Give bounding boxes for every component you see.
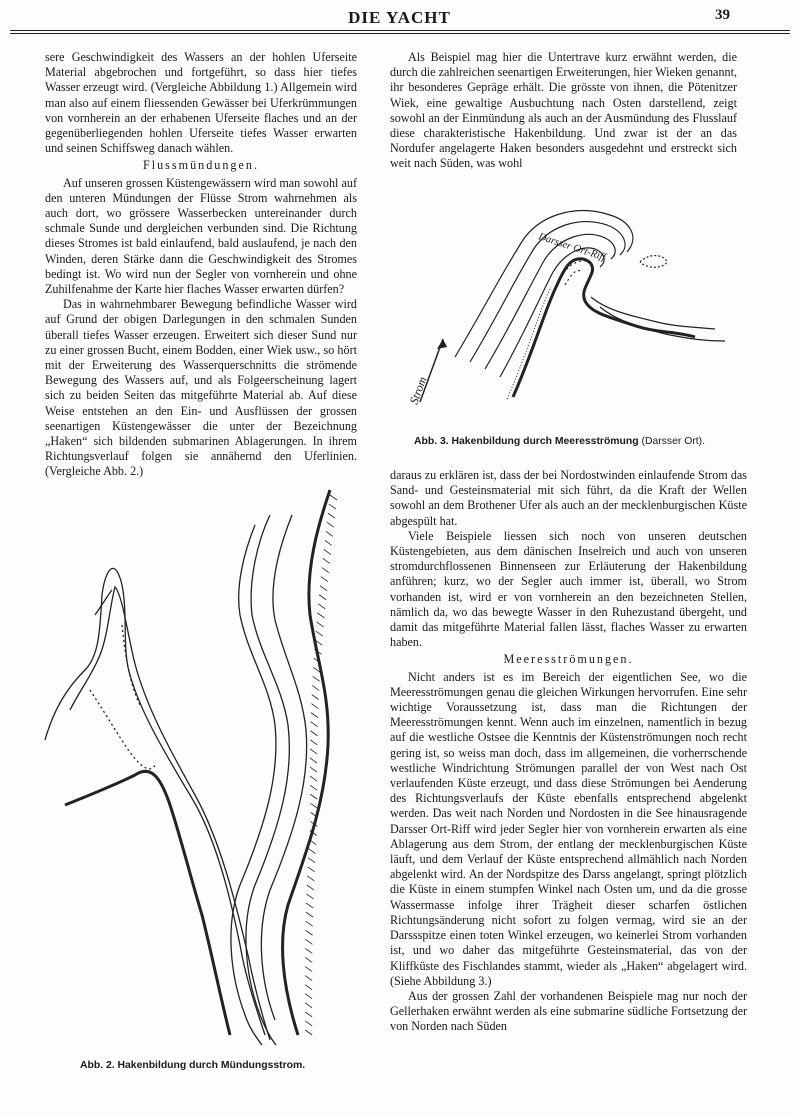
coast-hatch-mark	[305, 985, 312, 990]
coast-hatch-mark	[312, 685, 319, 690]
journal-title: DIE YACHT	[348, 8, 451, 27]
figure-3-drawing	[395, 197, 735, 427]
coast-hatch-mark	[306, 894, 313, 899]
coast-hatch-mark	[305, 994, 312, 999]
coast-hatch-mark	[327, 522, 334, 527]
right-column-bottom	[390, 468, 747, 1035]
coast-hatch-mark	[305, 1003, 312, 1008]
coast-hatch-mark	[305, 1012, 312, 1017]
figure-2-caption: Abb. 2. Hakenbildung durch Mündungsstrom.	[80, 1060, 306, 1071]
paragraph: Auf unseren grossen Küstengewässern wird man sowohl auf den unteren Mündungen der Flüsse Strom wahrnehmen als auch dort, wo grössere Wasserbecken untereinander durch schmale Sunde und dergleichen verbunden sind. Die Richtung dieses Stromes ist bald einlaufend, bald auslaufend, je nach den Winden, deren Stärke dann die Geschwindigkeit des Stromes bedingt ist. Wo wird nun der Segler von vornherein und ohne Zuhilfenahme der Karte hier flaches Wasser erwarten dürfen?	[45, 175, 357, 297]
paragraph: Aus der grossen Zahl der vorhandenen Beispiele mag nur noch der Gellerhaken erwähnt werden als eine submarine südliche Fortsetzung der von Norden nach Süden	[390, 988, 747, 1034]
figure-3-caption-rest: (Darsser Ort).	[638, 436, 705, 447]
coast-hatch-mark	[305, 1030, 312, 1035]
coast-hatch-mark	[321, 577, 328, 582]
paragraph: Nicht anders ist es im Bereich der eigentlichen See, wo die Meeresströmungen genau die gleichen Wirkungen hervorrufen. Eine sehr wichtige Voraussetzung ist, dass man die Richtungen der Meeresströmungen kennt. Wenn auch im einzelnen, namentlich in bezug auf die westliche Ostsee die Kenntnis der Küstenströmungen noch recht gering ist, so weiss man doch, dass im allgemeinen, die vorherrschende westliche Windrichtung Strömungen parallel der von West nach Ost verlaufenden Küste erzeugt, und dass diese Strömungen bei Aenderung des Richtungsverlaufs der Küste ebenfalls entsprechend abgelenkt werden. Das weit nach Norden und Nordosten in die See hinausragende Darsser Ort-Riff wird jeder Segler hier von vornherein erwarten als eine Ablagerung aus dem Strom, der entlang der mecklenburgischen Küste läuft, und dem Verlauf der Küste entsprechend allmählich nach Norden abgelenkt wird. An der Nordspitze des Darss angelangt, springt plötzlich die Küste in einem stumpfen Winkel nach Osten um, und da die grosse Wassermasse infolge ihrer Trägheit dieser scharfen östlichen Richtungsänderung nicht sofort zu folgen vermag, wird sie an der Darssspitze einen toten Winkel erzeugen, wo keinerlei Strom vorhanden ist, und wo daher das mitgeführte Gesteinsmaterial, das von der Kliffküste des Fischlandes stammt, wieder als „Haken“ abgelagert wird. (Siehe Abbildung 3.)	[390, 669, 747, 988]
coast-hatch-mark	[309, 849, 316, 854]
coast-hatch-mark	[310, 731, 317, 736]
coast-hatch-mark	[306, 903, 313, 908]
paragraph: Das in wahrnehmbarer Bewegung befindliche Wasser wird auf Grund der obigen Darlegungen in den schmalen Sunden überall tiefes Wasser erzeugen. Erweitert sich dieser Sund nur zu einer grossen Bucht, einem Bodden, einer Wiek usw., so hört mit der Erweiterung des Wasserquerschnitts die strömende Bewegung des Wassers auf, und als Folgeerscheinung lagert sich zu beiden Seiten das mitgeführte Material ab. Auf diese Weise entstehen an den Ein- und Ausflüssen der grossen seenartigen Küstengewässer die unter der Bezeichnung „Haken“ sich bildenden submarinen Ablagerungen. In ihrem Richtungsverlauf folgen sie annähernd den Uferlinien. (Vergleiche Abb. 2.)	[45, 297, 357, 479]
coast-hatch-mark	[307, 876, 314, 881]
paragraph: daraus zu erklären ist, dass der bei Nordostwinden einlaufende Strom das Sand- und Gesteinsmaterial mit sich führt, da die Kraft der Wellen sowohl an dem Brothener Ufer als auch an der mecklenburgischen Küste abgespült hat.	[390, 468, 747, 528]
coast-hatch-mark	[310, 803, 317, 808]
figure-2	[30, 475, 360, 1045]
coast-hatch-mark	[306, 921, 313, 926]
figure-3-caption-bold: Abb. 3. Hakenbildung durch Meeresströmung	[414, 436, 639, 447]
coast-hatch-mark	[311, 722, 318, 727]
left-column	[45, 50, 357, 480]
riff-label: Darsser Ort-Riff	[537, 231, 607, 264]
coast-hatch-mark	[305, 976, 312, 981]
right-column-top	[390, 50, 737, 172]
coast-hatch-mark	[308, 867, 315, 872]
header-rule	[10, 30, 790, 34]
paragraph: Viele Beispiele liessen sich noch von unseren deutschen Küstengebieten, aus dem dänischen Inselreich und auch von unseren stromdurchflossenen Binnenseen zur Erläuterung der Hakenbildung anführen; kurz, wo der Segler auch immer ist, überall, wo Strom vorhanden ist, wird er von vornherein an den bezeichneten Stellen, nämlich da, wo das bewegte Wasser in den Ruhezustand übergeht, und damit das mitgeführte Material fallen lässt, flaches Wasser zu erwarten haben.	[390, 528, 747, 650]
coast-hatch-mark	[325, 540, 332, 545]
coast-hatch-mark	[329, 504, 336, 509]
coast-hatch-mark	[310, 785, 317, 790]
coast-hatch-mark	[310, 740, 317, 745]
paragraph: sere Geschwindigkeit des Wassers an der hohlen Uferseite Material abgebrochen und fortgeführt, so dass hier tiefes Wasser erzeugt wird. (Vergleiche Abbildung 1.) Allgemein wird man also auf einem fliessenden Gewässer bei Uferkrümmungen von vornherein an der erhabenen Uferseite flaches und an der gegenüberliegenden hohlen Uferseite tiefes Wasser erwarten und seinen Schiffsweg danach wählen.	[45, 50, 357, 156]
coast-hatch-mark	[324, 549, 331, 554]
section-heading: Flussmündungen.	[142, 158, 259, 173]
coast-hatch-mark	[306, 912, 313, 917]
coast-hatch-mark	[323, 558, 330, 563]
coast-hatch-mark	[317, 613, 324, 618]
figure-3	[395, 197, 735, 427]
coast-hatch-mark	[305, 957, 312, 962]
strom-label: Strom	[406, 374, 430, 407]
coast-hatch-mark	[310, 749, 317, 754]
coast-hatch-mark	[310, 758, 317, 763]
coast-hatch-mark	[320, 586, 327, 591]
coast-hatch-mark	[310, 767, 317, 772]
coast-hatch-mark	[311, 704, 318, 709]
coast-hatch-mark	[328, 513, 335, 518]
figure-3-caption	[414, 436, 744, 447]
coast-hatch-mark	[306, 930, 313, 935]
coast-hatch-mark	[318, 604, 325, 609]
coast-hatch-mark	[308, 858, 315, 863]
paragraph: Als Beispiel mag hier die Untertrave kurz erwähnt werden, die durch die zahlreichen seenartigen Erweiterungen, hier Wieken genannt, ihr besonderes Gepräge erhält. Die grösste von ihnen, die Pötenitzer Wiek, eine gewaltige Ausbuchtung nach Osten darstellend, zeigt sowohl an der Einmündung als auch an der Ausmündung des Flusslauf diese charakteristische Hakenbildung. Und zwar ist der an das Nordufer angelagerte Haken besonders ausgedehnt und erstreckt sich weit nach Süden, was wohl	[390, 50, 737, 171]
figure-2-drawing	[30, 475, 360, 1045]
coast-hatch-mark	[305, 939, 312, 944]
coast-hatch-mark	[312, 694, 319, 699]
coast-hatch-mark	[305, 967, 312, 972]
coast-hatch-mark	[319, 595, 326, 600]
page-number: 39	[715, 7, 730, 23]
coast-hatch-mark	[316, 631, 323, 636]
coast-hatch-mark	[330, 495, 337, 500]
coast-hatch-mark	[310, 794, 317, 799]
coast-hatch-mark	[322, 568, 329, 573]
coast-hatch-mark	[313, 676, 320, 681]
coast-hatch-mark	[311, 713, 318, 718]
coast-hatch-mark	[310, 776, 317, 781]
section-heading: Meeresströmungen.	[503, 652, 634, 667]
coast-hatch-mark	[305, 1021, 312, 1026]
coast-hatch-mark	[307, 885, 314, 890]
coast-hatch-mark	[305, 948, 312, 953]
coast-hatch-mark	[317, 622, 324, 627]
coast-hatch-mark	[326, 531, 333, 536]
